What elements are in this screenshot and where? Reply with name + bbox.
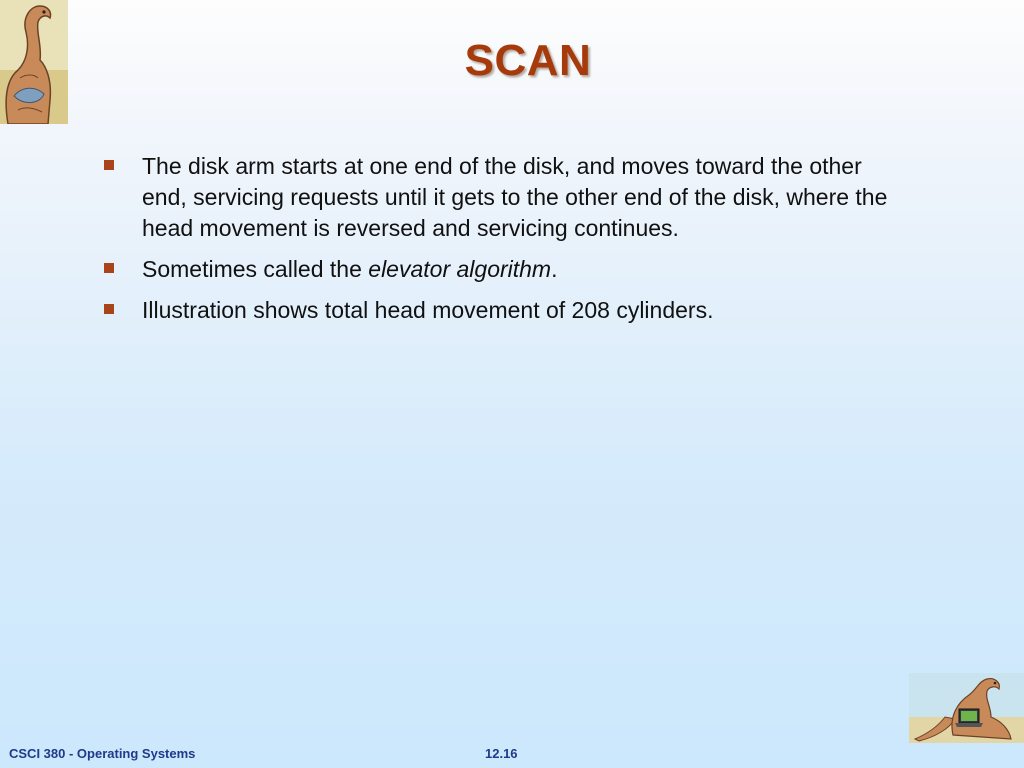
bullet-list: [104, 151, 894, 336]
bullet-item: [104, 295, 894, 326]
bullet-text-end: .: [551, 256, 558, 282]
dinosaur-laptop-icon: [909, 673, 1024, 743]
bullet-item: [104, 254, 894, 285]
square-bullet-icon: [104, 160, 114, 170]
bullet-text: The disk arm starts at one end of the disk, and moves toward the other end, servicing requests until it gets to the other end of the disk, where the head movement is reversed and servicing continues.: [142, 153, 888, 241]
bullet-text: Illustration shows total head movement of 208 cylinders.: [142, 297, 714, 323]
bullet-emphasis: elevator algorithm: [368, 256, 552, 282]
bullet-item: [104, 151, 894, 244]
square-bullet-icon: [104, 304, 114, 314]
footer-slide-number: 12.16: [485, 746, 518, 761]
square-bullet-icon: [104, 263, 114, 273]
footer-course: CSCI 380 - Operating Systems: [9, 746, 196, 761]
bullet-text: Sometimes called the: [142, 256, 369, 282]
slide-title: SCAN: [464, 36, 592, 85]
